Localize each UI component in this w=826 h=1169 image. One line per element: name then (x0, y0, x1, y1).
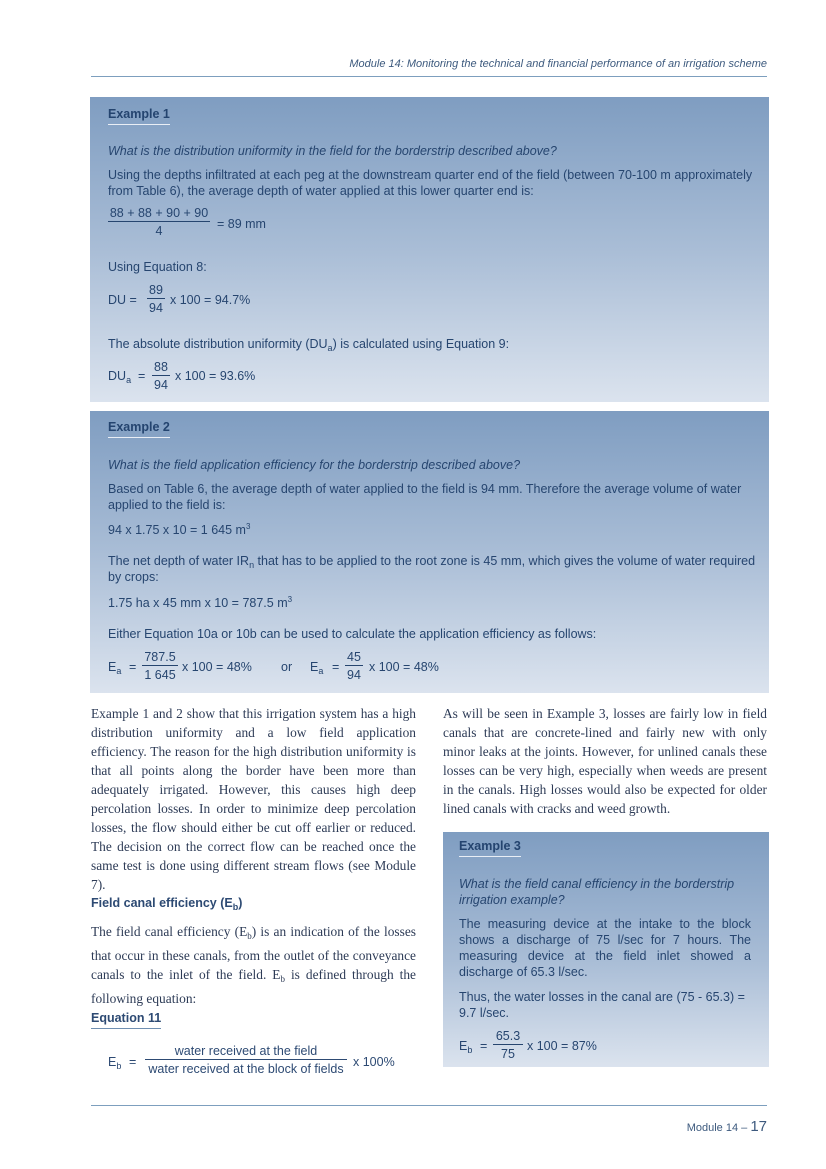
net-depth-line1: The net depth of water $IR_n$ that has to be applied to the root zone is 45 mm, which gives the volume of water required (108, 554, 756, 570)
ea1-result: x 100 = 48% (182, 660, 252, 674)
equation-11-numerator: water received at the field (145, 1044, 347, 1060)
example-2-intro-line1: Based on Table 6, the average depth of water applied to the field is 94 mm. Therefore the average volume of water (108, 482, 742, 496)
equation-11-equals: = (129, 1055, 137, 1069)
dua-equals: = (138, 369, 146, 383)
eb-lhs: $E_b$ (459, 1039, 473, 1055)
example-3-question: What is the field canal efficiency in the borderstrip irrigation example? (459, 877, 735, 907)
example-1-intro-line1: Using the depths infiltrated at each peg at the downstream quarter end of the field (between 70-100 m approximately (108, 168, 753, 182)
du-numerator: 89 (147, 283, 165, 299)
either-equation: Either Equation 10a or 10b can be used to calculate the application efficiency as follows: (108, 627, 597, 641)
example-3-box (443, 832, 769, 1067)
example-3-text-2: Thus, the water losses in the canal are (75 - 65.3) = 9.7 l/sec. (459, 990, 745, 1020)
page-footer (687, 1118, 767, 1135)
dua-lhs: $DU_a$ (108, 369, 132, 385)
fraction-denominator: 4 (155, 224, 163, 238)
ea1-lhs: $E_a$ (108, 660, 122, 676)
field-canal-efficiency-heading: Field canal efficiency $(E_b)$ (91, 896, 243, 912)
ea2-result: x 100 = 48% (369, 660, 439, 674)
ea1-fraction (142, 650, 178, 682)
eb-numerator: 65.3 (493, 1029, 523, 1045)
footer-module: Module 14 – (686, 1122, 748, 1134)
du-denominator: 94 (149, 301, 163, 315)
equation-11-lhs: $E_b$ (108, 1055, 122, 1071)
ea2-numerator: 45 (345, 650, 363, 666)
example-2-title: Example 2 (108, 420, 170, 438)
example-1-question: What is the distribution uniformity in the field for the borderstrip described above? (108, 144, 557, 158)
ea1-equals: = (129, 660, 137, 674)
equation-11-label: Equation 11 (91, 1011, 161, 1029)
or-text: or (281, 660, 293, 674)
example-1-title: Example 1 (108, 107, 170, 125)
du-lhs: DU = (108, 293, 137, 307)
running-header: Module 14: Monitoring the technical and financial performance of an irrigation scheme (349, 58, 767, 70)
du-result: x 100 = 94.7% (170, 293, 251, 307)
fraction-numerator: 88 + 88 + 90 + 90 (109, 206, 209, 220)
example-2-intro-line2: applied to the field is: (108, 498, 226, 512)
page-number: 17 (750, 1118, 767, 1135)
ea2-equals: = (332, 660, 340, 674)
eb-equals: = (480, 1039, 488, 1053)
absolute-du-text: The absolute distribution uniformity $(DU_a)$ is calculated using Equation 9: (108, 337, 510, 353)
example-2-box (90, 411, 769, 693)
eb-result: x 100 = 87% (527, 1039, 597, 1053)
equation-11-fraction (145, 1044, 347, 1076)
dua-fraction (152, 360, 170, 392)
equation-11-rhs: x 100% (353, 1055, 395, 1069)
eb-denominator: 75 (501, 1047, 515, 1061)
example-1-intro-line2: from Table 6), the average depth of water applied at this lower quarter end is: (108, 184, 534, 198)
crop-volume: 1.75 ha x 45 mm x 10 = 787.5 $m^3$ (108, 595, 293, 610)
dua-numerator: 88 (152, 360, 170, 376)
net-depth-line2: by crops: (108, 570, 159, 584)
left-paragraph-2: The field canal efficiency $(E_b)$ is an indication of the losses that occur in these canals, from the outlet of the conveyance canals to the inlet of the field. $E_b$ is defined through the following equation: (91, 924, 417, 1006)
header-rule (91, 76, 767, 77)
example-3-title: Example 3 (459, 839, 521, 857)
left-paragraph-1: Example 1 and 2 show that this irrigation system has a high distribution uniformity and a low field application efficiency. The reason for the high distribution uniformity is that all points along the border have been more than adequately irrigated. However, this causes high deep percolation losses. In order to minimize deep percolation losses, the flow should either be cut off earlier or reduced. The decision on the correct flow can be reached once the same test is done using different stream flows (see Module 7). (91, 706, 416, 892)
average-depth-fraction (108, 206, 210, 238)
volume-applied: 94 x 1.75 x 10 = 1 645 $m^3$ (108, 522, 251, 537)
ea1-denominator: 1 645 (144, 668, 176, 682)
dua-result: x 100 = 93.6% (175, 369, 256, 383)
eb-fraction (493, 1029, 523, 1061)
ea2-fraction (345, 650, 363, 682)
example-2-question: What is the field application efficiency for the borderstrip described above? (108, 458, 521, 472)
example-1-box (90, 97, 769, 402)
dua-denominator: 94 (154, 378, 168, 392)
right-paragraph-1: As will be seen in Example 3, losses are fairly low in field canals that are concrete-lined and fairly new with only minor leaks at the joints. However, for unlined canals these losses can be very high, especially when weeds are present in the canals. High losses would also be expected for older lined canals with cracks and weed growth. (443, 706, 767, 816)
ea2-lhs: $E_a$ (310, 660, 324, 676)
ea2-denominator: 94 (347, 668, 361, 682)
footer-rule (91, 1105, 767, 1106)
ea1-numerator: 787.5 (142, 650, 178, 666)
equation-11-denominator: water received at the block of fields (148, 1062, 344, 1076)
example-3-text-1: The measuring device at the intake to the block shows a discharge of 75 l/sec for 7 hours. The measuring device at the field inlet showed a discharge of 65.3 l/sec. (459, 917, 751, 979)
du-fraction (147, 283, 165, 315)
using-equation-8: Using Equation 8: (108, 260, 207, 274)
average-depth-result: = 89 mm (217, 217, 266, 231)
